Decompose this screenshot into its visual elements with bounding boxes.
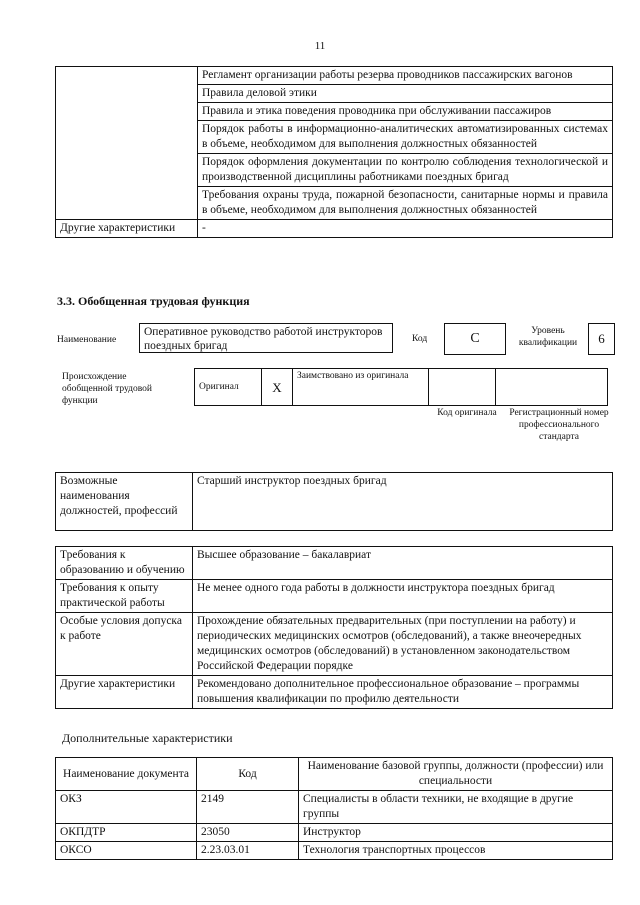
requirement-value: Не менее одного года работы в должности инструктора поездных бригад (193, 580, 613, 613)
table-row (56, 676, 613, 709)
table-cell: Требования охраны труда, пожарной безопасности, санитарные нормы и правила в объеме, необходимом для выполнения должностных обязанностей (198, 187, 613, 220)
other-characteristics-label: Другие характеристики (56, 220, 198, 238)
code-original-cell (429, 369, 496, 406)
requirement-label: Особые условия допуска к работе (56, 613, 193, 676)
table-row (56, 613, 613, 676)
table-cell: Регламент организации работы резерва проводников пассажирских вагонов (198, 67, 613, 85)
original-mark: X (262, 369, 293, 406)
table-row (56, 473, 613, 531)
table-cell: ОКПДТР (56, 824, 197, 842)
table-cell: ОКЗ (56, 791, 197, 824)
table-cell: ОКСО (56, 842, 197, 860)
table-row (56, 220, 613, 238)
requirement-label: Требования к образованию и обучению (56, 547, 193, 580)
origin-table (194, 368, 608, 406)
table-row (56, 842, 613, 860)
header-code: Код (197, 758, 299, 791)
header-document: Наименование документа (56, 758, 197, 791)
origin-row (195, 369, 608, 406)
requirement-value: Высшее образование – бакалавриат (193, 547, 613, 580)
requirements-table (55, 546, 613, 709)
table-cell: Технология транспортных процессов (299, 842, 613, 860)
borrowed-label: Заимствовано из оригинала (293, 369, 429, 406)
positions-value: Старший инструктор поездных бригад (193, 473, 613, 531)
code-value-box: C (444, 323, 506, 355)
table-cell: 2149 (197, 791, 299, 824)
header-group-name: Наименование базовой группы, должности (профессии) или специальности (299, 758, 613, 791)
table-cell: Правила и этика поведения проводника при обслуживании пассажиров (198, 103, 613, 121)
table-row (56, 791, 613, 824)
table-cell-empty (56, 67, 198, 220)
reg-number-cell (496, 369, 608, 406)
origin-label: Происхождение обобщенной трудовой функции (62, 372, 152, 406)
code-original-caption: Код оригинала (437, 408, 497, 418)
table-cell: Правила деловой этики (198, 85, 613, 103)
additional-title: Дополнительные характеристики (62, 731, 233, 745)
section-title: 3.3. Обобщенная трудовая функция (57, 294, 250, 308)
table-row (56, 67, 613, 85)
other-characteristics-value: - (198, 220, 613, 238)
knowledge-table (55, 66, 613, 238)
requirement-value: Прохождение обязательных предварительных (при поступлении на работу) и периодических медицинских осмотров (обследований), а также внеочередных медицинских осмотров (обследований) в установленном законодательством Российской Федерации порядке (193, 613, 613, 676)
table-cell: Инструктор (299, 824, 613, 842)
table-cell: Специалисты в области техники, не входящие в другие группы (299, 791, 613, 824)
original-label: Оригинал (195, 369, 262, 406)
requirement-label: Требования к опыту практической работы (56, 580, 193, 613)
code-label: Код (412, 334, 428, 344)
table-row (56, 580, 613, 613)
requirement-label: Другие характеристики (56, 676, 193, 709)
table-cell: Порядок оформления документации по контролю соблюдения технологической и производственной дисциплины работниками поездных бригад (198, 154, 613, 187)
name-value-box: Оперативное руководство работой инструкторов поездных бригад (139, 323, 393, 353)
table-cell: 2.23.03.01 (197, 842, 299, 860)
positions-table (55, 472, 613, 531)
level-label: Уровень квалификации (518, 326, 578, 348)
positions-label: Возможные наименования должностей, профессий (56, 473, 193, 531)
page-number: 11 (314, 40, 326, 52)
requirement-value: Рекомендовано дополнительное профессиональное образование – программы повышения квалификации по профилю деятельности (193, 676, 613, 709)
level-value-box: 6 (588, 323, 615, 355)
additional-table (55, 757, 613, 860)
table-header-row (56, 758, 613, 791)
table-cell: Порядок работы в информационно-аналитических автоматизированных системах в объеме, необходимом для выполнения должностных обязанностей (198, 121, 613, 154)
table-cell: 23050 (197, 824, 299, 842)
table-row (56, 824, 613, 842)
table-row (56, 547, 613, 580)
name-label: Наименование (57, 335, 117, 345)
reg-number-caption: Регистрационный номер профессионального стандарта (509, 408, 609, 442)
